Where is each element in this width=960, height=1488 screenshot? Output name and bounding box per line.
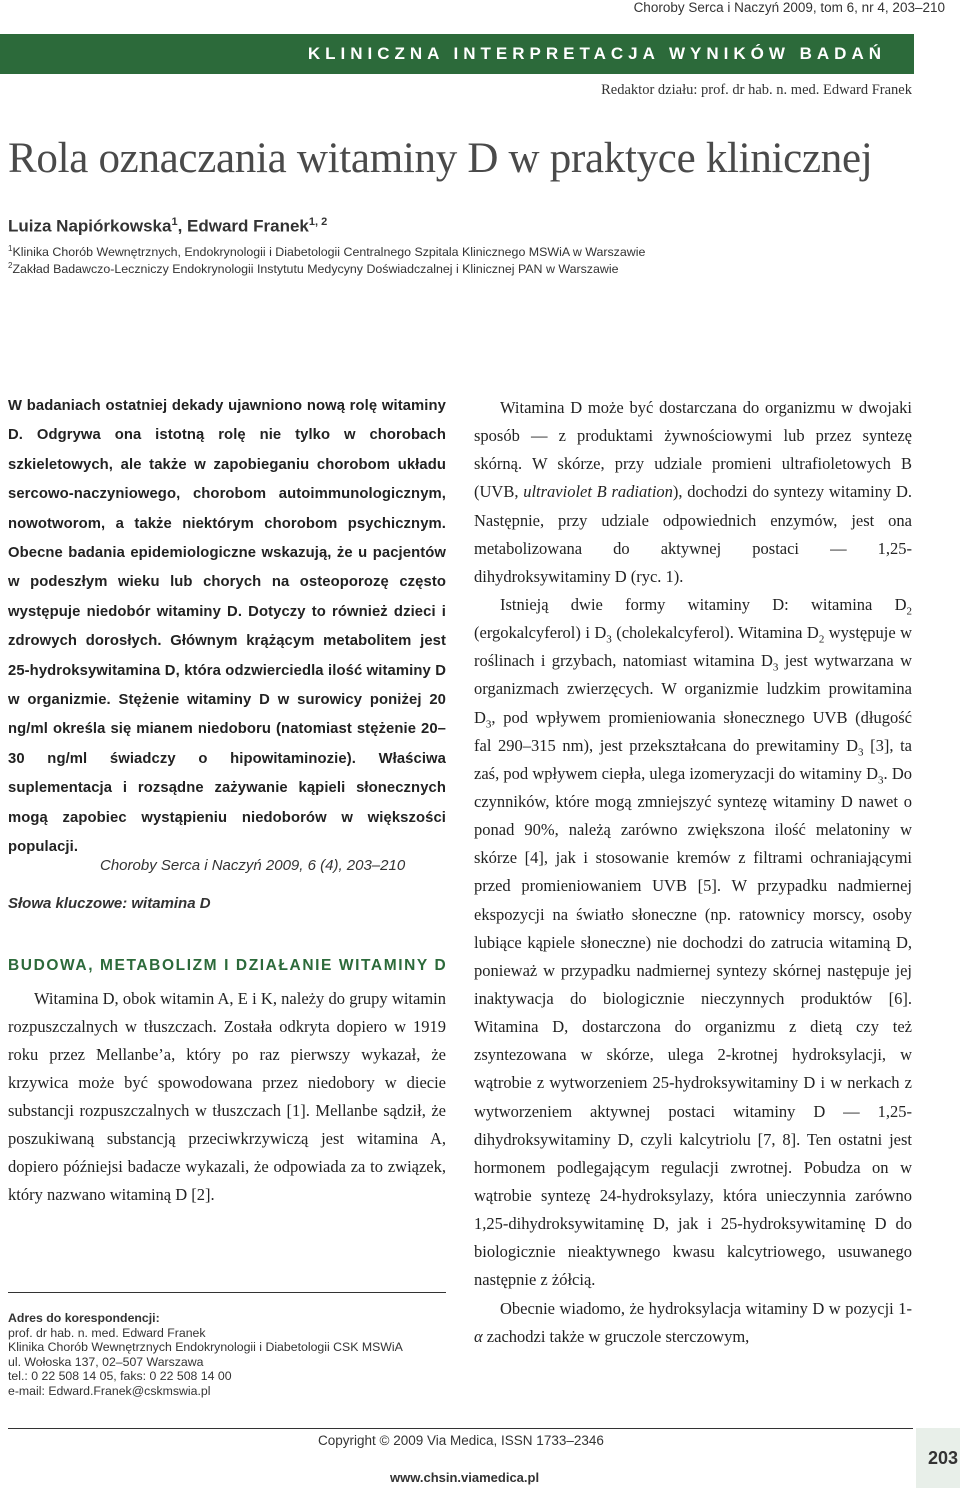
citation: Choroby Serca i Naczyń 2009, 6 (4), 203–210 [100,857,406,874]
author-name: Edward Franek [187,216,309,236]
paragraph-forms: Istnieją dwie formy witaminy D: witamina $D_2$ (ergokalcyferol) i $D_3$ (cholekalcyferol). Witamina $D_2$ występuje w roślinach i grzybach, natomiast witamina $D_3$ jest wytwarzana w organizmach zwierzęcych. W organizmie ludzkim prowitamina $D_3$, pod wpływem promieniowania słonecznego UVB (długość fal 290–315 nm), jest przekształcana do prewitaminy $D_3$ [3], ta zaś, pod wpływem ciepła, ulega izomeryzacji do witaminy $D_3$. Do czynników, które mogą zmniejszyć syntezę witaminy D nawet o ponad 90%, należą zarówno zwiększona ilość melatoniny w skórze [4], jak i stosowanie kremów z filtrami ochraniającymi przed promieniowaniem UVB [5]. W przypadku nadmiernej ekspozycji na światło słoneczne (np. ratownicy morscy, osoby lubiące kąpiele słoneczne) nie dochodzi do zatrucia witaminą D, ponieważ w przypadku nadmiernej syntezy skórnej następuje jej inaktywacja do biologicznie nieczynnych produktów [6]. Witamina D, dostarczona do organizmu z dietą czy też zsyntezowana w skórze, ulega 2-krotnej hydroksylacji, w wątrobie z wytworzeniem 25-hydroksywitaminy D i w nerkach z wytworzeniem aktywnej postaci witaminy D — 1,25-dihydroksywitaminy D, czyli kalcytriolu [7, 8]. Ten ostatni jest hormonem podlegającym regulacji zwrotnej. Pobudza on w wątrobie syntezę 24-hydroksylazy, która unieczynnia zarówno 1,25-dihydroksywitaminę D, jak i 25-hydroksywitaminę D do biologicznie nieaktywnego kwasu kalcytriowego, usuwanego następnie z żółcią. [474,594,912,1290]
affiliation-text: Klinika Chorób Wewnętrznych, Endokrynologii i Diabetologii Centralnego Szpitala Klinicznego MSWiA w Warszawie [12,245,646,260]
section-heading: BUDOWA, METABOLIZM I DZIAŁANIE WITAMINY D [8,957,448,974]
correspondence-heading: Adres do korespondencji: [8,1311,160,1325]
author-separator: , [177,216,188,236]
right-column [474,394,912,1351]
section-editor: Redaktor działu: prof. dr hab. n. med. Edward Franek [601,82,912,98]
page-number: 203 [927,1448,958,1468]
affiliation-2 [8,261,618,276]
correspondence-phone: tel.: 0 22 508 14 05, faks: 0 22 508 14 00 [8,1369,232,1384]
paragraph-synthesis: Witamina D może być dostarczana do organizmu w dwojaki sposób — z produktami żywnościowymi lub przez syntezę skórną. W skórze, przy udziale promieni ultrafioletowych B (UVB, ultraviolet B radiation), dochodzi do syntezy witaminy D. Następnie, przy udziale odpowiednich enzymów, jest ona metabolizowana do aktywnej postaci — 1,25-dihydroksywitaminy D (ryc. 1). [474,398,912,586]
abstract: W badaniach ostatniej dekady ujawniono nową rolę witaminy D. Odgrywa ona istotną rolę nie tylko w chorobach szkieletowych, ale także w zapobieganiu chorobom układu sercowo-naczyniowego, chorobom autoimmunologicznym, nowotworom, a także niektórym chorobom psychicznym. Obecne badania epidemiologiczne wskazują, że u pacjentów w podeszłym wieku lub chorych na osteoporozę często występuje niedobór witaminy D. Dotyczy to również dzieci i zdrowych dorosłych. Głównym krążącym metabolitem jest 25-hydroksywitamina D, która odzwierciedla ilość witaminy D w organizmie. Stężenie witaminy D w surowicy poniżej 20 ng/ml określa się mianem niedoboru (natomiast stężenie 20–30 ng/ml świadczy o hipowitaminozie). Właściwa suplementacja i rozsądne zażywanie kąpieli słonecznych mogą zapobiec wystąpieniu niedoborów w większości populacji. [8,398,446,856]
correspondence-address [8,1311,403,1399]
paragraph-hydroxylation: Obecnie wiadomo, że hydroksylacja witaminy D w pozycji 1-α zachodzi także w gruczole sterczowym, [474,1298,912,1346]
section-banner: KLINICZNA INTERPRETACJA WYNIKÓW BADAŃ [0,34,914,74]
affiliation-number: 1 [8,244,13,253]
affiliation-mark: 1 [171,216,178,228]
divider [8,1292,446,1293]
affiliation-number: 2 [8,261,13,270]
correspondence-street: ul. Wołoska 137, 02–507 Warszawa [8,1354,204,1369]
author-name: Luiza Napiórkowska [8,216,172,236]
affiliation-mark: 1, 2 [308,216,328,228]
correspondence-institution: Klinika Chorób Wewnętrznych Endokrynologii i Diabetologii CSK MSWiA [8,1340,403,1355]
section-paragraph: Witamina D, obok witamin A, E i K, należy do grupy witamin rozpuszczalnych w tłuszczach. Została odkryta dopiero w 1919 roku przez Mellanbe’a, który po raz pierwszy wykazał, że krzywica może być spowodowana przez niedobory w diecie substancji rozpuszczalnych w tłuszczach [1]. Mellanbe sądził, że poszukiwaną substancją przeciwkrzywiczą jest witamina A, dopiero późniejsi badacze wykazali, że odpowiada za to związek, który nazwano witaminą D [2]. [8,989,446,1204]
keywords: Słowa kluczowe: witamina D [8,895,211,912]
article-title: Rola oznaczania witaminy D w praktyce klinicznej [8,135,873,182]
website-link[interactable]: www.chsin.viamedica.pl [390,1470,540,1485]
affiliation-text: Zakład Badawczo-Leczniczy Endokrynologii Instytutu Medycyny Doświadczalnej i Klinicznej PAN w Warszawie [12,262,619,277]
correspondence-name: prof. dr hab. n. med. Edward Franek [8,1325,206,1340]
journal-header: Choroby Serca i Naczyń 2009, tom 6, nr 4, 203–210 [633,0,945,15]
affiliation-1 [8,244,645,259]
footer-divider [8,1428,913,1429]
correspondence-email: e-mail: Edward.Franek@cskmswia.pl [8,1383,211,1398]
authors [8,216,327,237]
copyright: Copyright © 2009 Via Medica, ISSN 1733–2346 [318,1433,604,1448]
